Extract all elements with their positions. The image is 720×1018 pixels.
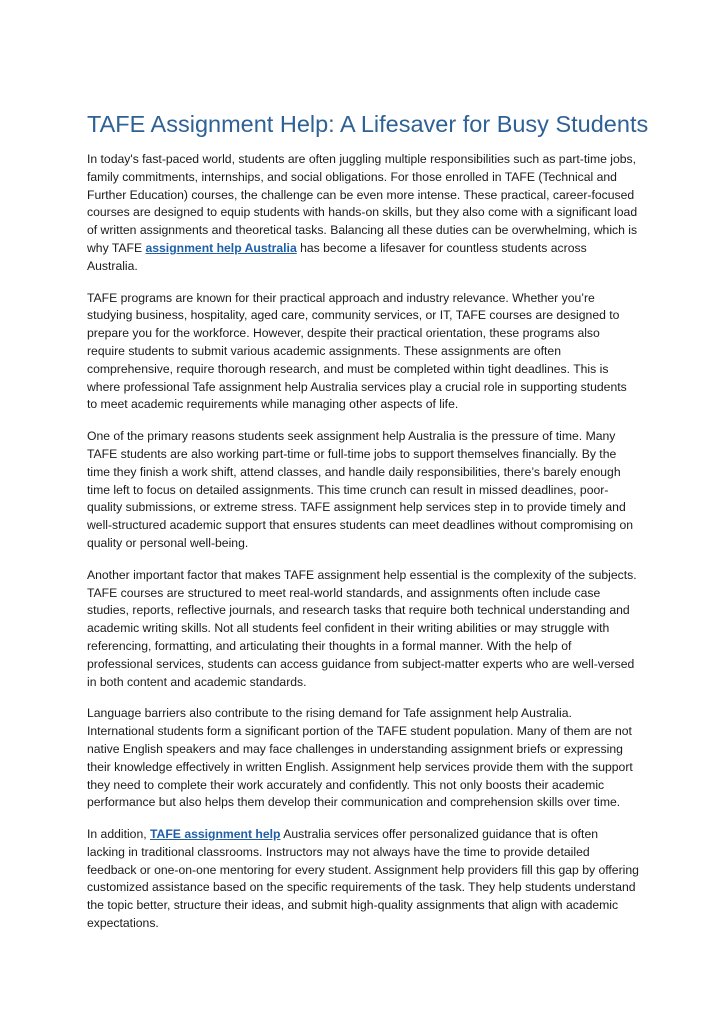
paragraph-text: has become a lifesaver for countless students across Australia. [87, 240, 587, 273]
paragraph-tafe-programs: TAFE programs are known for their practical approach and industry relevance. Whether you’re studying business, hospitality, aged care, community services, or IT, TAFE courses are designed to prepare you for the workforce. However, despite their practical orientation, these programs also require students to submit various academic assignments. These assignments are often comprehensive, require thorough research, and must be completed within tight deadlines. This is where professional Tafe assignment help Australia services play a crucial role in supporting students to meet academic requirements while managing other aspects of life. [87, 290, 627, 412]
paragraph-complexity: Another important factor that makes TAFE assignment help essential is the complexity of the subjects. TAFE courses are structured to meet real-world standards, and assignments often include case studies, reports, reflective journals, and research tasks that require both technical understanding and academic writing skills. Not all students feel confident in their writing abilities or may struggle with referencing, formatting, and articulating their thoughts in a formal manner. With the help of professional services, students can access guidance from subject-matter experts who are well-versed in both content and academic standards. [87, 567, 637, 689]
assignment-help-australia-link[interactable]: assignment help Australia [145, 240, 297, 255]
page-title: TAFE Assignment Help: A Lifesaver for Busy Students [87, 111, 649, 137]
document-page [87, 108, 649, 947]
paragraph-text: Australia services offer personalized guidance that is often lacking in traditional classrooms. Instructors may not always have the time to provide detailed feedback or one-on-one mentoring for every student. Assignment help providers fill this gap by offering customized assistance based on the specific requirements of the task. They help students understand the topic better, structure their ideas, and submit high-quality assignments that align with academic expectations. [87, 827, 639, 931]
tafe-assignment-help-link[interactable]: TAFE assignment help [150, 827, 281, 842]
paragraph-time-pressure: One of the primary reasons students seek assignment help Australia is the pressure of time. Many TAFE students are also working part-time or full-time jobs to support themselves financially. By the time they finish a work shift, attend classes, and handle daily responsibilities, there’s barely enough time left to focus on detailed assignments. This time crunch can result in missed deadlines, poor-quality submissions, or extreme stress. TAFE assignment help services step in to provide timely and well-structured academic support that ensures students can meet deadlines without compromising on quality or personal well-being. [87, 429, 634, 550]
paragraph-language-barriers: Language barriers also contribute to the rising demand for Tafe assignment help Australia. International students form a significant portion of the TAFE student population. Many of them are not native English speakers and may face challenges in understanding assignment briefs or expressing their knowledge effectively in written English. Assignment help services provide them with the support they need to complete their work accurately and confidently. This not only boosts their academic performance but also helps them develop their communication and comprehension skills over time. [87, 706, 633, 810]
paragraph-text: In today's fast-paced world, students are often juggling multiple responsibilities such as part-time jobs, family commitments, internships, and social obligations. For those enrolled in TAFE (Technical and Further Education) courses, the challenge can be even more intense. These practical, career-focused courses are designed to equip students with hands-on skills, but they also come with a significant load of written assignments and theoretical tasks. Balancing all these duties can be overwhelming, which is why TAFE [87, 152, 638, 255]
paragraph-text: In addition, [87, 827, 151, 842]
paragraph-intro [87, 151, 639, 276]
paragraph-personalized-guidance [87, 826, 639, 933]
